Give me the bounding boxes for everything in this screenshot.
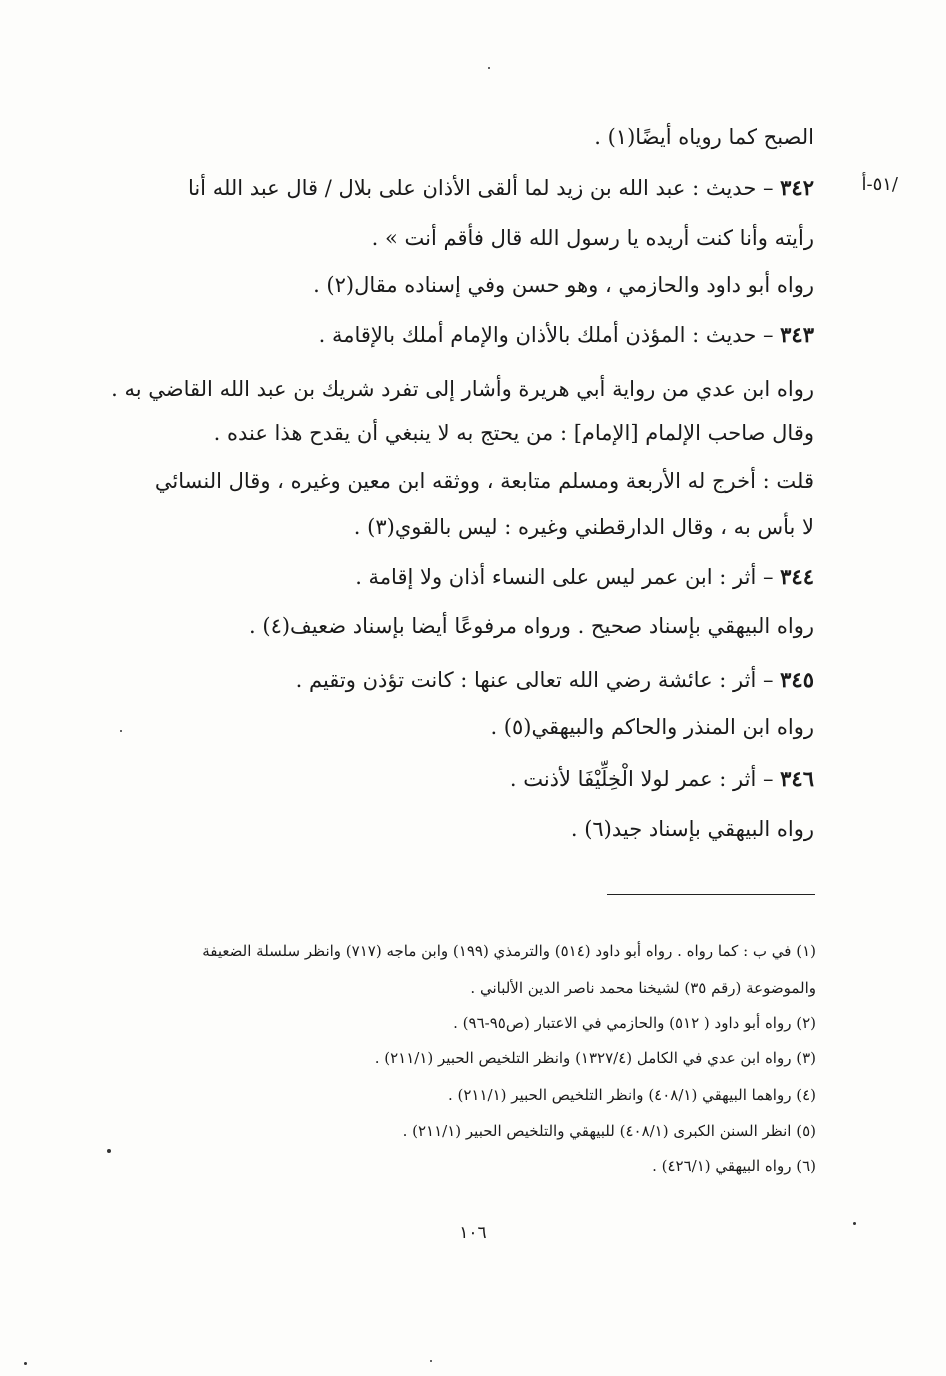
athar-344-line <box>355 562 814 592</box>
text-line-1 <box>594 122 814 152</box>
hadith-number: ٣٤٥ <box>780 667 814 692</box>
hadith-342-line-1 <box>188 173 814 203</box>
scan-speck <box>24 1362 27 1365</box>
narration-line <box>111 374 814 404</box>
footnote-3: (٣) رواه ابن عدي في الكامل (١٣٢٧/٤) وانظر التلخيص الحبير (٢١١/١) . <box>374 1049 816 1067</box>
hadith-number: ٣٤٤ <box>780 564 814 589</box>
athar-346-line <box>510 764 814 794</box>
line-text: – حديث : عبد الله بن زيد لما ألقى الأذان على بلال / قال عبد الله أنا <box>187 176 781 200</box>
narration-line <box>249 611 814 641</box>
footnote-4: (٤) رواهما البيهقي (٤٠٨/١) وانظر التلخيص الحبير (٢١١/١) . <box>447 1086 816 1104</box>
hadith-number: ٣٤٣ <box>780 322 814 347</box>
footnote-1: (١) في ب : كما رواه . رواه أبو داود (٥١٤) والترمذي (١٩٩) وابن ماجه (٧١٧) وانظر سلسلة الضعيفة <box>202 942 816 960</box>
line-text: – أثر : ابن عمر ليس على النساء أذان ولا إقامة . <box>355 565 781 589</box>
line-text: رأيته وأنا كنت أريده يا رسول الله قال فأقم أنت » . <box>371 226 814 250</box>
footnote-5: (٥) انظر السنن الكبرى (٤٠٨/١) للبيهقي والتلخيص الحبير (٢١١/١) . <box>402 1122 816 1140</box>
hadith-number: ٣٤٦ <box>780 766 814 791</box>
line-text: رواه ابن عدي من رواية أبي هريرة وأشار إلى تفرد شريك بن عبد الله القاضي به . <box>111 377 814 401</box>
scan-speck <box>853 1222 856 1225</box>
narration-line <box>490 712 814 742</box>
footnote-2: (٢) رواه أبو داود ( ٥١٢) والحازمي في الاعتبار (ص٩٥-٩٦) . <box>453 1014 816 1032</box>
line-text: قلت : أخرج له الأربعة ومسلم متابعة ، ووثقه ابن معين وغيره ، وقال النسائي <box>154 469 814 493</box>
line-text: لا بأس به ، وقال الدارقطني وغيره : ليس بالقوي(٣) . <box>353 515 814 539</box>
scan-speck <box>120 730 122 732</box>
narration-line <box>313 270 814 300</box>
footnote-1-continued: والموضوعة (رقم ٣٥) لشيخنا محمد ناصر الدين الألباني . <box>470 979 816 997</box>
narration-line <box>214 418 814 448</box>
scan-speck <box>430 1360 432 1362</box>
footnote-6: (٦) رواه البيهقي (٤٢٦/١) . <box>652 1157 816 1175</box>
hadith-342-line-2 <box>372 223 814 253</box>
margin-folio-note: /٥١-أ <box>861 174 898 195</box>
page-number: ١٠٦ <box>459 1223 487 1243</box>
line-text: رواه البيهقي بإسناد صحيح . ورواه مرفوعًا أيضا بإسناد ضعيف(٤) . <box>249 614 814 638</box>
hadith-343-line <box>319 320 814 350</box>
line-text: – أثر : عائشة رضي الله تعالى عنها : كانت تؤذن وتقيم . <box>295 668 781 692</box>
scan-speck <box>488 67 490 69</box>
line-text: – أثر : عمر لولا الْخِلِّيْفَا لأذنت . <box>509 767 781 791</box>
narration-line <box>571 814 814 844</box>
commentary-line-1 <box>155 466 814 496</box>
scan-speck <box>107 1149 111 1153</box>
line-text: رواه ابن المنذر والحاكم والبيهقي(٥) . <box>490 715 814 739</box>
line-text: الصبح كما روياه أيضًا(١) . <box>594 125 814 149</box>
line-text: رواه البيهقي بإسناد جيد(٦) . <box>570 817 814 841</box>
hadith-number: ٣٤٢ <box>780 175 814 200</box>
line-text: رواه أبو داود والحازمي ، وهو حسن وفي إسناده مقال(٢) . <box>313 273 814 297</box>
footnote-separator <box>607 894 815 895</box>
athar-345-line <box>296 665 814 695</box>
line-text: وقال صاحب الإلمام [الإمام] : من يحتج به لا ينبغي أن يقدح هذا عنده . <box>213 421 814 445</box>
line-text: – حديث : المؤذن أملك بالأذان والإمام أملك بالإقامة . <box>318 323 781 347</box>
commentary-line-2 <box>354 512 814 542</box>
